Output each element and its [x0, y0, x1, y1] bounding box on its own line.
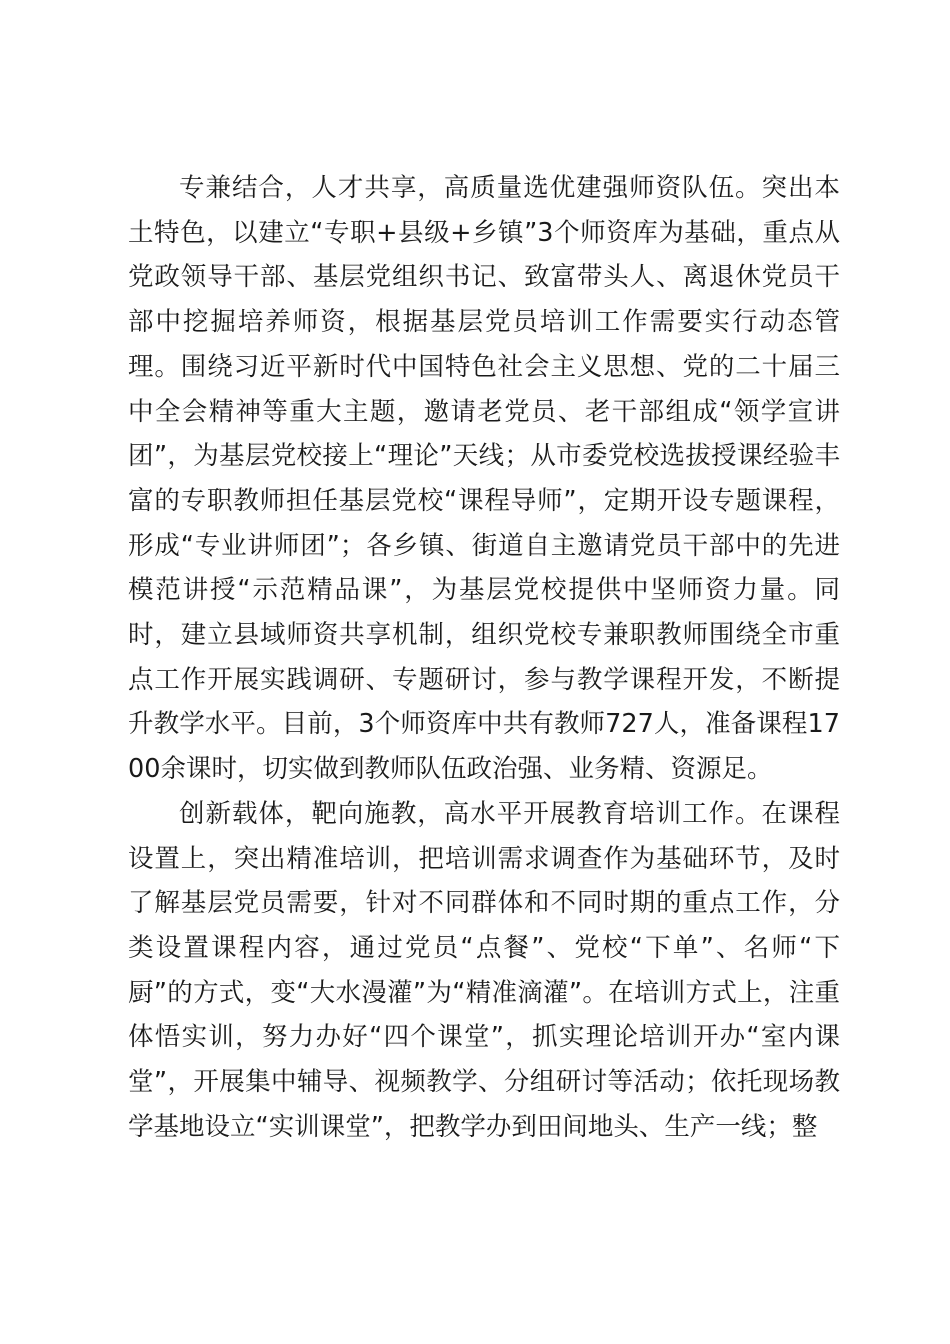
paragraph-training-innovation: 创新载体，靶向施教，高水平开展教育培训工作。在课程设置上，突出精准培训，把培训需求调查作为基础环节，及时了解基层党员需要，针对不同群体和不同时期的重点工作，分类设置课程内容，通过党员“点餐”、党校“下单”、名师“下厨”的方式，变“大水漫灌”为“精准滴灌”。在培训方式上，注重体悟实训，努力办好“四个课堂”，抓实理论培训开办“室内课堂”，开展集中辅导、视频教学、分组研讨等活动；依托现场教学基地设立“实训课堂”，把教学办到田间地头、生产一线；整: [128, 798, 840, 1142]
document-body: [128, 166, 840, 1149]
paragraph-teacher-team: 专兼结合，人才共享，高质量选优建强师资队伍。突出本土特色，以建立“专职+县级+乡镇”3个师资库为基础，重点从党政领导干部、基层党组织书记、致富带头人、离退休党员干部中挖掘培养师资，根据基层党员培训工作需要实行动态管理。围绕习近平新时代中国特色社会主义思想、党的二十届三中全会精神等重大主题，邀请老党员、老干部组成“领学宣讲团”，为基层党校接上“理论”天线；从市委党校选拔授课经验丰富的专职教师担任基层党校“课程导师”，定期开设专题课程，形成“专业讲师团”；各乡镇、街道自主邀请党员干部中的先进模范讲授“示范精品课”，为基层党校提供中坚师资力量。同时，建立县域师资共享机制，组织党校专兼职教师围绕全市重点工作开展实践调研、专题研讨，参与教学课程开发，不断提升教学水平。目前，3个师资库中共有教师727人，准备课程1700余课时，切实做到教师队伍政治强、业务精、资源足。: [128, 173, 840, 785]
